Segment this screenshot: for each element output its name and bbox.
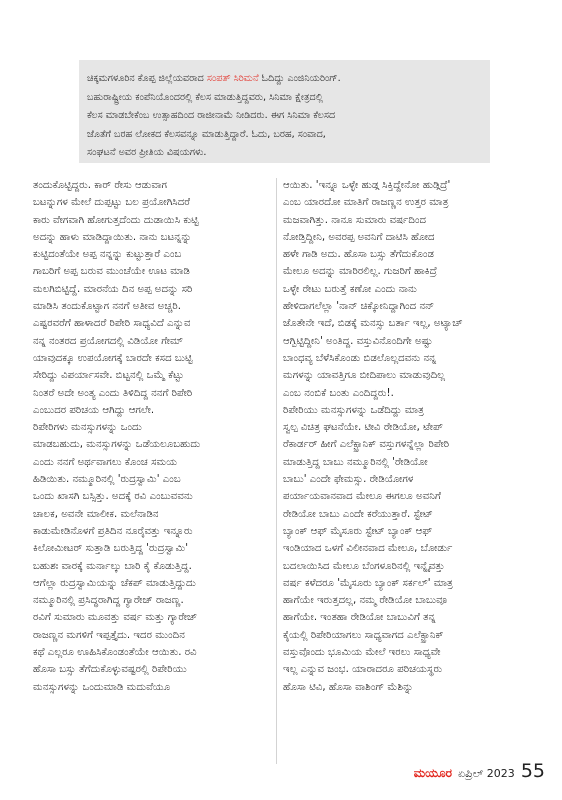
text-line: ಗಾಬರಿಗೆ ಅಪ್ಪ ಬರುವ ಮುಂಚೆಯೇ ಊಟ ಮಾಡಿ (33, 266, 190, 278)
text-line: ಪರ್ಯಾಯವಾನವಾದ ಮೇಲೂ ಈಗಲೂ ಅವನಿಗೆ (283, 491, 441, 503)
text-line: ಕಥೆ ಎಲ್ಲರೂ ಊಹಿಸಿಕೊಂಡಂತೆಯೇ ಆಯಿತು. ರವಿ (33, 647, 197, 659)
text-line: ಕೈಯಲ್ಲಿ ರಿಪೇರಿಯಾಗಲು ಸಾಧ್ಯವಾಗದ ಎಲೆಕ್ಟ್ರಾನಿಕ್ (283, 629, 444, 641)
issue-date: ಏಪ್ರಿಲ್ 2023 (457, 767, 515, 780)
text-line: ಒಂದು ಖಾಸಗಿ ಬಸ್ಸಿತ್ತು. ಅದಕ್ಕೆ ರವಿ ಎಂಬುವವನು (33, 491, 193, 503)
text-line: ಎಷ್ಟರವರೆಗೆ ಹಾಳಾದರೆ ರಿಪೇರಿ ಸಾಧ್ಯವಿದೆ ಎನ್ನುವ (33, 318, 191, 330)
bio-line: ಬಹುರಾಷ್ಟ್ರೀಯ ಕಂಪೆನಿಯೊಂದರಲ್ಲಿ ಕೆಲಸ ಮಾಡುತ್ತಿದ್ದವರು, ಸಿನಿಮಾ ಕ್ಷೇತ್ರದಲ್ಲಿ (87, 91, 323, 103)
text-line: ಬಾಂಧವ್ಯ ಬೆಳೆಸಿಕೊಂಡು ಬಿಡಲೊಲ್ಲದವನು ನನ್ನ (283, 352, 437, 364)
text-line: ಹೊಸಾ ಬಸ್ಸು ತೆಗೆದುಕೊಳ್ಳುವಷ್ಟರಲ್ಲಿ ರಿಪೇರಿಯು (33, 664, 187, 676)
text-line: ಹಳೇ ಗಾಡಿ ಅದು. ಹೊಸಾ ಬಸ್ಸು ತೆಗೆದುಕೊಂಡ (283, 249, 434, 261)
text-line: ನೋಡ್ತಿದ್ದೀನಿ, ಅವರಪ್ಪ ಅವನಿಗೆ ದಾಟಿಸಿ ಹೋದ (283, 231, 435, 243)
text-line: ಕಾಡುಮೇಡಿನೊಳಗೆ ಪ್ರತಿದಿನ ನೂರೈವತ್ತು ಇನ್ನೂರು (33, 525, 193, 537)
text-line: ಮೇಲೂ ಅದನ್ನು ಮಾರಿರಲಿಲ್ಲ. ಗುಜರಿಗೆ ಹಾಕಿದ್ರೆ (283, 266, 438, 278)
text-line: ರವಿಗೆ ಸುಮಾರು ಮೂವತ್ತು ವರ್ಷ ಮತ್ತು ಗ್ಯಾರೇಜ್ (33, 612, 198, 624)
magazine-name: ಮಯೂರ (413, 766, 452, 780)
text-line: ಹಾಗೆಯೇ. ಇಂತಹಾ ರೇಡಿಯೋ ಬಾಬುವಿಗೆ ತನ್ನ (283, 612, 436, 624)
bio-line (87, 70, 482, 89)
page-footer (414, 760, 545, 784)
text-line: ಬಹುಶಃ ವಾರಕ್ಕೆ ಮರ್ನಾಲ್ಕು ಬಾರಿ ಕೈ ಕೊಡುತ್ತಿದ್ದ. (33, 560, 192, 572)
text-line: ಎಂದು ನನಗೆ ಅರ್ಥವಾಗಲು ಕೊಂಚ ಸಮಯ (33, 456, 178, 468)
text-line: ಒಳ್ಳೇ ರೇಟು ಬರುತ್ತೆ ಕಣೋ ಎಂದು ನಾನು (283, 283, 417, 295)
text-line: ಎಂಬ ಯಾರದೋ ಮಾತಿಗೆ ರಾಜಣ್ಣನ ಉತ್ತರ ಮಾತ್ರ (283, 197, 449, 209)
text-line: ಮಾಡಬಹುದು, ಮನಸ್ಸುಗಳನ್ನು ಒಡೆಯಲೂಬಹುದು (33, 439, 201, 451)
text-line: ರಿಪೇರಿಗಳು ಮನಸ್ಸುಗಳನ್ನು ಒಂದು (33, 422, 142, 434)
text-line: ಕಾರು ವೇಗವಾಗಿ ಹೋಗುತ್ತದೆಂದು ದುಡಾಯಿಸಿ ಕುಟ್ಟಿ (33, 214, 199, 226)
text-line: ಬಟನ್ನುಗಳ ಮೇಲೆ ದುಪ್ಪಟ್ಟು ಬಲ ಪ್ರಯೋಗಿಸಿದರೆ (33, 197, 191, 209)
text-line: ಇಂಡಿಯಾದ ಒಳಗೆ ವಿಲೀನವಾದ ಮೇಲೂ, ಬೋರ್ಡು (283, 543, 453, 555)
text-line: ಬದಲಾಯಿಸಿದ ಮೇಲೂ ಬೆಂಗಳೂರಿನಲ್ಲಿ ಇನ್ನೈವತ್ತು (283, 560, 445, 572)
text-line: ಚಾಲಕ, ಅವನೇ ಮಾಲೀಕ. ಮಲೆನಾಡಿನ (33, 508, 159, 520)
text-line: ರೆಕಾರ್ಡರ್ ಹೀಗೆ ಎಲೆಕ್ಟ್ರಾನಿಕ್ ವಸ್ತುಗಳನ್ನೆಲ್ಲಾ ರಿಪೇರಿ (283, 439, 450, 451)
column-divider (276, 178, 277, 764)
text-line: ಯಾವುದಕ್ಕೂ ಉಪಯೋಗಕ್ಕೆ ಬಾರದೇ ಕಸದ ಬುಟ್ಟಿ (33, 352, 193, 364)
text-line: ವರ್ಷ ಕಳೆದರೂ 'ಮೈಸೂರು ಬ್ಯಾಂಕ್ ಸರ್ಕಲ್' ಮಾತ್ರ (283, 577, 453, 589)
text-line: ರೇಡಿಯೋ ಬಾಬು ಎಂದೇ ಕರೆಯುತ್ತಾರೆ. ಸ್ಟೇಟ್ (283, 508, 433, 520)
text-line: ಮಾಡುತ್ತಿದ್ದ ಬಾಬು ನಮ್ಮೂರಿನಲ್ಲಿ 'ರೇಡಿಯೋ (283, 456, 428, 468)
text-line: ಹಾಗೆಯೇ ಇರುತ್ತದಲ್ಲ, ನಮ್ಮ ರೇಡಿಯೋ ಬಾಬುವೂ (283, 595, 448, 607)
text-line: ಮನಸ್ಸುಗಳನ್ನು ಒಂದುಮಾಡಿ ಮದುವೆಯೂ (33, 681, 171, 693)
bio-line-text: ಚಿಕ್ಕಮಗಳೂರಿನ ಕೊಪ್ಪ ಜಿಲ್ಲೆಯವರಾದ (87, 73, 207, 84)
text-line: ರಿಪೇರಿಯು ಮನಸ್ಸುಗಳನ್ನು ಒಡೆದಿದ್ದು ಮಾತ್ರ (283, 404, 424, 416)
text-line: ಅದನ್ನು ಹಾಳು ಮಾಡಿದ್ದಾಯಿತು. ನಾನು ಬಟನ್ನನ್ನು (33, 231, 192, 243)
text-line: ಮಲಗಿಬಿಟ್ಟಿದ್ದೆ. ಮಾರನೆಯ ದಿನ ಅಪ್ಪ ಅದನ್ನು ಸರಿ (33, 283, 193, 295)
author-bio-box (79, 60, 490, 163)
page-number: 55 (520, 760, 545, 782)
left-text-column (33, 177, 279, 696)
text-line: ಮಗಳನ್ನು ಯಾವತ್ತಿಗೂ ಬೀದಿಪಾಲು ಮಾಡುವುದಿಲ್ಲ (283, 370, 446, 382)
text-line: ರಾಜಣ್ಣನ ಮಗಳಿಗೆ ಇಪ್ಪತ್ತೈದು. ಇದರ ಮುಂದಿನ (33, 629, 185, 641)
text-line: ಬಾಬು' ಎಂದೇ ಫೇಮಸ್ಸು. ರೇಡಿಯೋಗಳ (283, 474, 414, 486)
text-line: ಮಜವಾಗಿತ್ತು. ನಾನೂ ಸುಮಾರು ವರ್ಷದಿಂದ (283, 214, 427, 226)
text-line: ಬ್ಯಾಂಕ್ ಆಫ್ ಮೈಸೂರು ಸ್ಟೇಟ್ ಬ್ಯಾಂಕ್ ಆಫ್ (283, 525, 433, 537)
text-line: ಮಾಡಿಸಿ ತಂದುಕೊಟ್ಟಾಗ ನನಗೆ ಅತೀವ ಅಚ್ಚರಿ. (33, 301, 181, 313)
text-line: ಆಯಿತು. 'ಇನ್ನೂ ಒಳ್ಳೇ ಹುಡ್ಗ ಸಿಕ್ತಿದ್ದೇನೋ ಹುಡ್ಗಿದ್ರೆ' (283, 180, 451, 191)
text-line: ಆಗೆಲ್ಲಾ ರುದ್ರಸ್ವಾಮಿಯನ್ನು ಚೆಕಪ್ ಮಾಡುತ್ತಿದ್ದುದು (33, 577, 196, 589)
bio-line: ಸಂಘಟನೆ ಅವರ ಪ್ರೀತಿಯ ವಿಷಯಗಳು. (87, 147, 207, 158)
text-line: ಕುಟ್ಟಿದಂತೆಯೇ ಅಪ್ಪ ನನ್ನನ್ನು ಕುಟ್ಟುತ್ತಾರೆ ಎಂಬ (33, 249, 182, 261)
text-line: ಹೊಸಾ ಟಿವಿ, ಹೊಸಾ ವಾಶಿಂಗ್ ಮೆಶಿನ್ನು (283, 681, 414, 693)
text-line: ಇಲ್ಲ ಎನ್ನುವ ಜಂಭ. ಯಾರಾದರೂ ಪರಿಚಯಸ್ಥರು (283, 664, 443, 676)
text-line: ನಮ್ಮೂರಿನಲ್ಲಿ ಪ್ರಸಿದ್ಧರಾಗಿದ್ದ ಗ್ಯಾರೇಜ್ ರಾಜಣ್ಣ. (33, 595, 184, 607)
text-line: ಸೇರಿದ್ದು ವಿಪರ್ಯಾಸವೇ. ಬಿಟ್ಟನಲ್ಲಿ ಒಮ್ಮೆ ಕೆಟ್ಟು (33, 370, 184, 382)
author-name: ಸಂಪತ್ ಸಿರಿಮನೆ (206, 73, 259, 84)
text-line: ನಿಂತರೆ ಅದೇ ಅಂತ್ಯ ಎಂದು ತಿಳಿದಿದ್ದ ನನಗೆ ರಿಪೇರಿ (33, 387, 193, 399)
text-line: ಸ್ವಲ್ಪ ವಿಚಿತ್ರ ಘಟನೆಯೇ. ಟೀವಿ ರೇಡಿಯೋ, ಟೇಪ್ (283, 422, 443, 434)
text-line: ನನ್ನ ನಂತರದ ಪ್ರಯೋಗದಲ್ಲಿ ವಿಡಿಯೋ ಗೇಮ್ (33, 335, 184, 347)
text-line: ಹೇಳಿದಾಗಲೆಲ್ಲಾ 'ನಾನ್ ಚಿಕ್ಕೋನಿದ್ದಾಗಿಂದ ನನ್ (283, 301, 435, 313)
text-line: ಎಂಬುದರ ಪರಿಚಯ ಆಗಿದ್ದು ಆಗಲೇ. (33, 404, 155, 416)
text-line: ಹಿಡಿಯಿತು. ನಮ್ಮೂರಿನಲ್ಲಿ 'ರುದ್ರಸ್ವಾಮಿ' ಎಂಬ (33, 474, 181, 486)
text-line: ಜೊತೇನೇ ಇದೆ, ಬಿಡಕ್ಕೆ ಮನಸ್ಸು ಬರ್ತಾ ಇಲ್ಲ, ಅಟ್ಯಾಚ್ (283, 318, 463, 330)
text-line: ಎಂಬ ನಂಬಿಕೆ ಬಂತು ಎಂದಿದ್ದರು!. (283, 387, 394, 399)
bio-line-text: ಓದಿದ್ದು ಎಂಜಿನಿಯರಿಂಗ್. (258, 73, 341, 84)
text-line: ವಸ್ತುವೊಂದು ಭೂಮಿಯ ಮೇಲೆ ಇರಲು ಸಾಧ್ಯವೇ (283, 647, 441, 659)
bio-line: ಕೆಲಸ ಮಾಡಬೇಕೆಂಬ ಉತ್ಸಾಹದಿಂದ ರಾಜೀನಾಮೆ ನೀಡಿದರು. ಈಗ ಸಿನಿಮಾ ಕೆಲಸದ (87, 110, 336, 121)
text-line: ಆಗ್ಬಿಟ್ಟಿದ್ದೀನಿ' ಅಂತಿದ್ದ. ವಸ್ತುವಿನೊಂದಿಗೇ ಅಷ್ಟು (283, 335, 433, 347)
right-text-column (283, 177, 529, 696)
bio-line: ಜೊತೆಗೆ ಬರಹ ಲೋಕದ ಕೆಲಸವನ್ನೂ ಮಾಡುತ್ತಿದ್ದಾರೆ. ಓದು, ಬರಹ, ಸಂವಾದ, (87, 128, 326, 140)
text-line: ಕಿಲೋಮೀಟರ್ ಸುತ್ತಾಡಿ ಬರುತ್ತಿದ್ದ 'ರುದ್ರಸ್ವಾಮಿ' (33, 543, 188, 555)
text-line: ತಂದುಕೊಟ್ಟಿದ್ದರು. ಕಾರ್ ರೇಸು ಆಡುವಾಗ (33, 180, 168, 191)
